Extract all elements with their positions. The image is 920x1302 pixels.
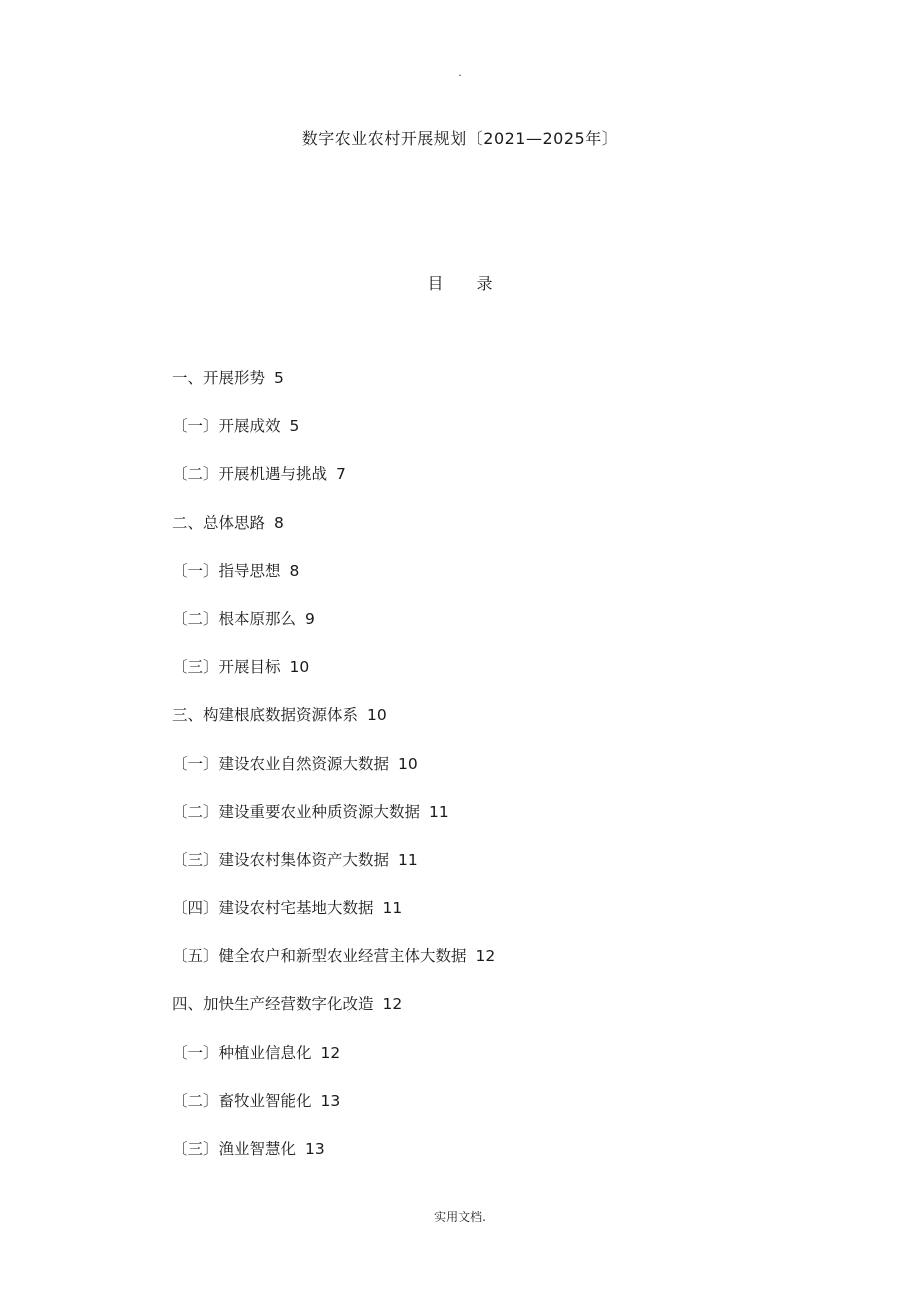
toc-entry-label: 〔一〕建设农业自然资源大数据 [172, 754, 390, 773]
toc-entry-label: 〔二〕建设重要农业种质资源大数据 [172, 802, 421, 821]
toc-entry-label: 一、开展形势 [172, 369, 266, 387]
toc-entry-page-number: 5 [289, 417, 300, 436]
toc-entry-page-number: 7 [336, 465, 346, 484]
toc-entry-label: 四、加快生产经营数字化改造 [172, 995, 374, 1014]
toc-entry-label: 〔一〕指导思想 [172, 561, 281, 580]
toc-entry[interactable] [172, 655, 495, 703]
toc-entry-page-number: 13 [305, 1140, 325, 1158]
toc-entry-page-number: 12 [475, 947, 496, 966]
toc-entry[interactable] [172, 1089, 495, 1137]
toc-heading: 目 录 [427, 274, 507, 293]
toc-entry[interactable] [172, 1137, 495, 1185]
toc-entry-label: 二、总体思路 [172, 513, 266, 532]
toc-entry[interactable] [172, 752, 495, 800]
document-title: 数字农业农村开展规划〔2021—2025年〕 [301, 129, 619, 148]
toc-entry-page-number: 12 [320, 1043, 341, 1062]
toc-entry[interactable] [172, 607, 495, 655]
toc-entry-page-number: 11 [398, 850, 418, 869]
toc-entry-label: 〔二〕根本原那么 [172, 609, 297, 628]
toc-entry[interactable] [172, 462, 495, 510]
toc-entry-page-number: 12 [382, 995, 403, 1014]
toc-entry[interactable] [172, 992, 495, 1040]
toc-entry[interactable] [172, 414, 495, 462]
toc-entry[interactable] [172, 1041, 495, 1089]
toc-entry-page-number: 13 [320, 1091, 341, 1110]
toc-entry-label: 〔二〕畜牧业智能化 [172, 1091, 312, 1110]
table-of-contents [172, 366, 495, 1185]
toc-entry-page-number: 9 [305, 609, 315, 628]
toc-entry-label: 〔五〕健全农户和新型农业经营主体大数据 [172, 947, 467, 966]
toc-entry[interactable] [172, 703, 495, 751]
toc-entry-page-number: 10 [398, 754, 418, 773]
toc-entry-label: 〔一〕开展成效 [172, 417, 281, 436]
toc-entry-page-number: 8 [274, 513, 284, 532]
toc-entry-page-number: 5 [274, 369, 284, 387]
toc-entry[interactable] [172, 559, 495, 607]
toc-entry-label: 〔三〕开展目标 [172, 658, 281, 677]
page-footer: 实用文档. [434, 1210, 486, 1224]
toc-entry[interactable] [172, 800, 495, 848]
toc-entry-label: 三、构建根底数据资源体系 [172, 706, 359, 725]
toc-entry-page-number: 10 [367, 706, 387, 725]
toc-entry[interactable] [172, 848, 495, 896]
header-mark: . [458, 66, 462, 79]
toc-entry[interactable] [172, 896, 495, 944]
toc-entry-label: 〔一〕种植业信息化 [172, 1043, 312, 1062]
toc-entry-label: 〔二〕开展机遇与挑战 [172, 465, 328, 484]
toc-entry-page-number: 11 [429, 802, 449, 821]
toc-entry-page-number: 10 [289, 658, 310, 677]
toc-entry-label: 〔三〕渔业智慧化 [172, 1140, 297, 1158]
toc-entry-page-number: 11 [382, 899, 403, 918]
toc-entry-label: 〔四〕建设农村宅基地大数据 [172, 899, 374, 918]
toc-entry-page-number: 8 [289, 561, 300, 580]
toc-entry[interactable] [172, 944, 495, 992]
toc-entry[interactable] [172, 366, 495, 414]
toc-entry[interactable] [172, 511, 495, 559]
toc-entry-label: 〔三〕建设农村集体资产大数据 [172, 850, 390, 869]
